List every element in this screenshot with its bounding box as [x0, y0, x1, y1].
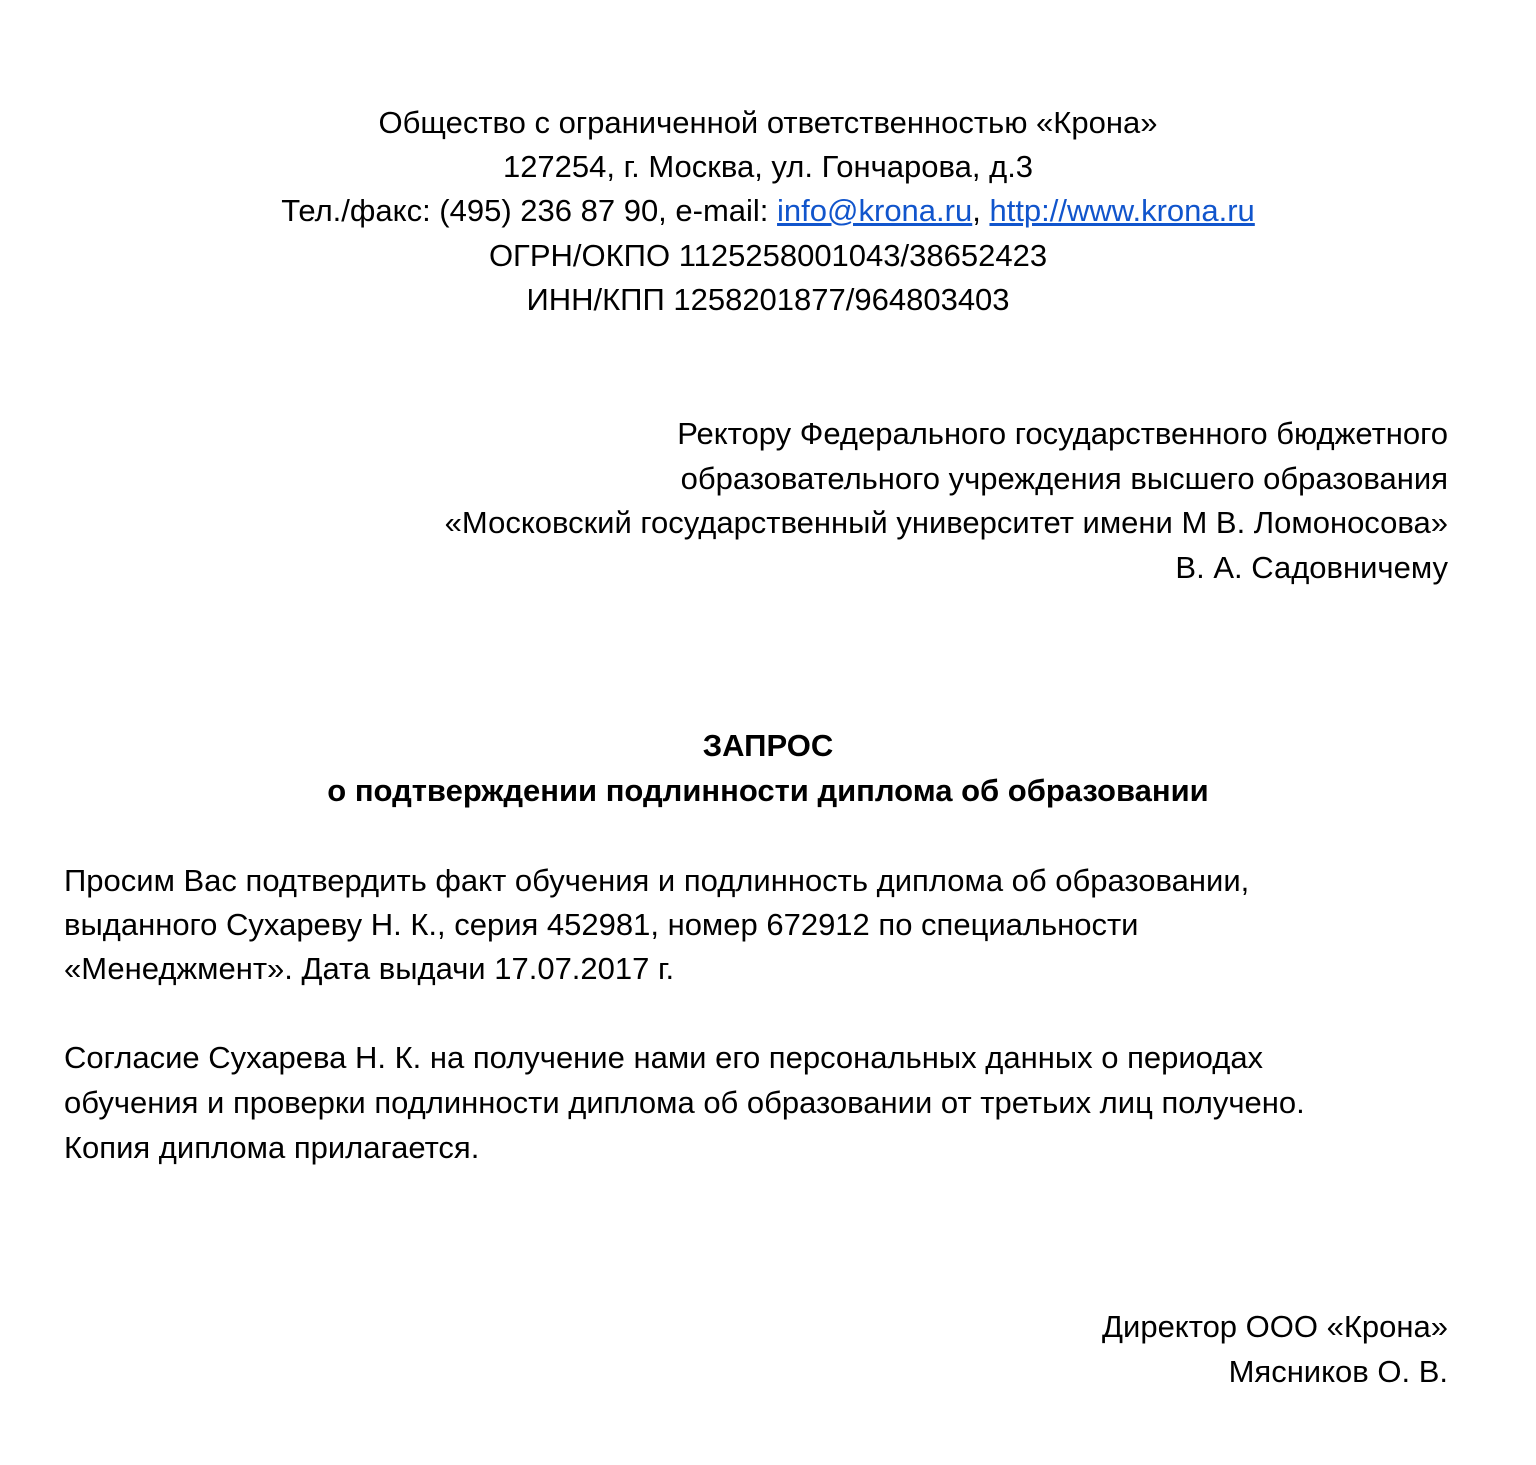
company-inn: ИНН/КПП 1258201877/964803403 — [526, 282, 1010, 317]
signature-position: Директор ООО «Крона» — [1102, 1309, 1448, 1344]
document-title: ЗАПРОС — [702, 728, 834, 763]
email-link[interactable]: info@krona.ru — [777, 193, 973, 228]
paragraph-2-line-1: Согласие Сухарева Н. К. на получение нами его персональных данных о периодах — [64, 1040, 1264, 1075]
document-subtitle: о подтверждении подлинности диплома об образовании — [327, 773, 1209, 808]
paragraph-2-line-3: Копия диплома прилагается. — [64, 1130, 480, 1165]
website-link[interactable]: http://www.krona.ru — [989, 193, 1255, 228]
company-address: 127254, г. Москва, ул. Гончарова, д.3 — [502, 149, 1034, 184]
paragraph-1-line-3: «Менеджмент». Дата выдачи 17.07.2017 г. — [64, 951, 675, 986]
signature-name: Мясников О. В. — [1228, 1354, 1448, 1389]
paragraph-2-line-2: обучения и проверки подлинности диплома об образовании от третьих лиц получено. — [64, 1085, 1305, 1120]
contacts-prefix: Тел./факс: (495) 236 87 90, e-mail: — [281, 193, 778, 228]
contacts-separator: , — [972, 193, 990, 228]
addressee-line-3: «Московский государственный университет имени М В. Ломоносова» — [444, 505, 1448, 540]
paragraph-1-line-1: Просим Вас подтвердить факт обучения и подлинность диплома об образовании, — [64, 863, 1250, 898]
addressee-name: В. А. Садовничему — [1175, 550, 1448, 585]
addressee-line-1: Ректору Федерального государственного бюджетного — [677, 416, 1448, 451]
company-ogrn: ОГРН/ОКПО 1125258001043/38652423 — [488, 238, 1048, 273]
paragraph-1-line-2: выданного Сухареву Н. К., серия 452981, номер 672912 по специальности — [64, 907, 1139, 942]
company-name: Общество с ограниченной ответственностью «Крона» — [378, 105, 1158, 140]
company-contacts — [0, 189, 1536, 233]
addressee-line-2: образовательного учреждения высшего образования — [680, 461, 1448, 496]
